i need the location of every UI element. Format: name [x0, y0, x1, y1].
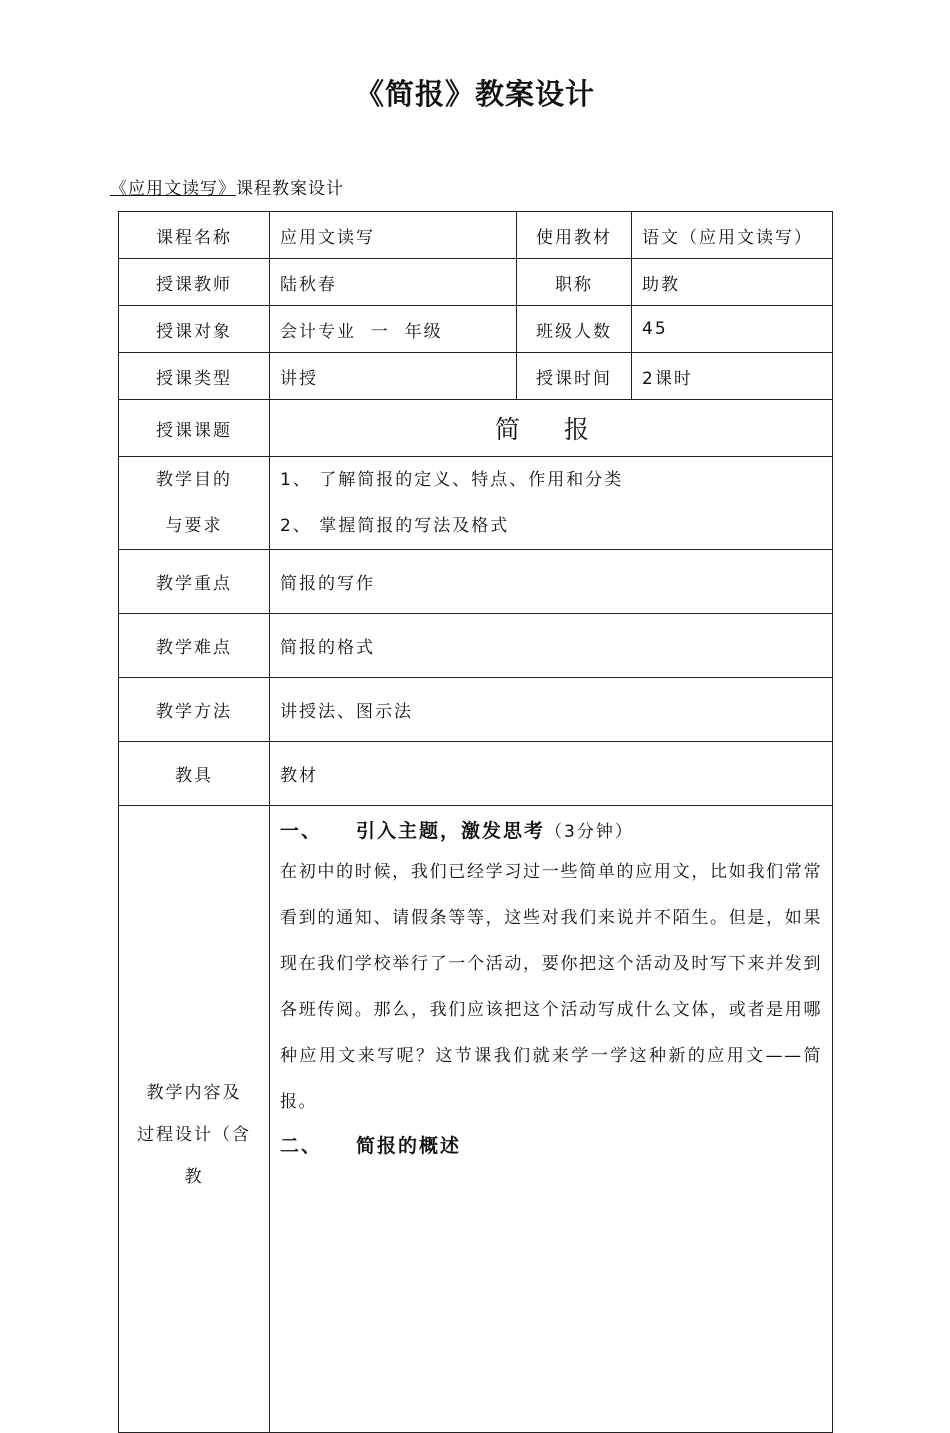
audience-label: 授课对象 — [119, 306, 270, 353]
teacher-label: 授课教师 — [119, 259, 270, 306]
focus-label: 教学重点 — [119, 550, 270, 614]
tools-value: 教材 — [270, 742, 833, 806]
table-row — [119, 259, 833, 306]
goal-item-2: 2、 掌握简报的写法及格式 — [280, 516, 510, 536]
intro-paragraph: 在初中的时候，我们已经学习过一些简单的应用文，比如我们常常看到的通知、请假条等等，这些对我们来说并不陌生。但是，如果现在我们学校举行了一个活动，要你把这个活动及时写下来并发到各班传阅。那么，我们应该把这个活动写成什么文体，或者是用哪种应用文来写呢？这节课我们就来学一学这种新的应用文——简报。 — [280, 862, 822, 1112]
teacher-value: 陆秋春 — [270, 259, 517, 306]
document-title: 《简报》教案设计 — [354, 77, 595, 111]
goal-item-1: 1、 了解简报的定义、特点、作用和分类 — [280, 470, 624, 490]
hours-value: 2课时 — [632, 353, 833, 400]
table-row — [119, 306, 833, 353]
class-size-value: 45 — [632, 306, 833, 353]
audience-value: 会计专业 一 年级 — [270, 306, 517, 353]
section-2-number: 二、 — [280, 1135, 323, 1157]
goals-label — [119, 457, 270, 550]
table-row — [119, 400, 833, 457]
type-value: 讲授 — [270, 353, 517, 400]
table-row — [119, 806, 833, 1433]
difficulty-value: 简报的格式 — [270, 614, 833, 678]
process-content — [270, 806, 833, 1433]
goals-value — [270, 457, 833, 550]
process-label-line1: 教学内容及 — [146, 1083, 242, 1103]
topic-label: 授课课题 — [119, 400, 270, 457]
course-subtitle-book: 《应用文读写》 — [110, 179, 236, 199]
topic-value: 简 报 — [270, 400, 833, 457]
difficulty-label: 教学难点 — [119, 614, 270, 678]
section-1-number: 一、 — [280, 820, 323, 842]
course-subtitle — [110, 174, 344, 199]
process-label-line2: 过程设计（含教 — [137, 1125, 251, 1187]
table-row — [119, 614, 833, 678]
course-name-value: 应用文读写 — [270, 212, 517, 259]
section-heading-1 — [280, 814, 822, 849]
goals-label-line2: 与要求 — [165, 516, 223, 536]
type-label: 授课类型 — [119, 353, 270, 400]
section-1-title: 引入主题，激发思考 — [356, 820, 546, 842]
course-name-label: 课程名称 — [119, 212, 270, 259]
table-row — [119, 550, 833, 614]
course-subtitle-rest: 课程教案设计 — [236, 179, 344, 199]
hours-label: 授课时间 — [517, 353, 632, 400]
tools-label: 教具 — [119, 742, 270, 806]
title-label: 职称 — [517, 259, 632, 306]
goals-label-line1: 教学目的 — [156, 470, 232, 490]
table-row — [119, 212, 833, 259]
process-label — [119, 806, 270, 1433]
table-row — [119, 742, 833, 806]
method-label: 教学方法 — [119, 678, 270, 742]
focus-value: 简报的写作 — [270, 550, 833, 614]
title-value: 助教 — [632, 259, 833, 306]
textbook-label: 使用教材 — [517, 212, 632, 259]
lesson-plan-table — [118, 211, 833, 1433]
class-size-label: 班级人数 — [517, 306, 632, 353]
section-heading-2 — [280, 1129, 822, 1163]
table-row — [119, 678, 833, 742]
textbook-value: 语文（应用文读写） — [632, 212, 833, 259]
method-value: 讲授法、图示法 — [270, 678, 833, 742]
section-1-duration: （3分钟） — [545, 822, 634, 842]
table-row — [119, 457, 833, 550]
table-row — [119, 353, 833, 400]
section-2-title: 简报的概述 — [356, 1135, 462, 1157]
